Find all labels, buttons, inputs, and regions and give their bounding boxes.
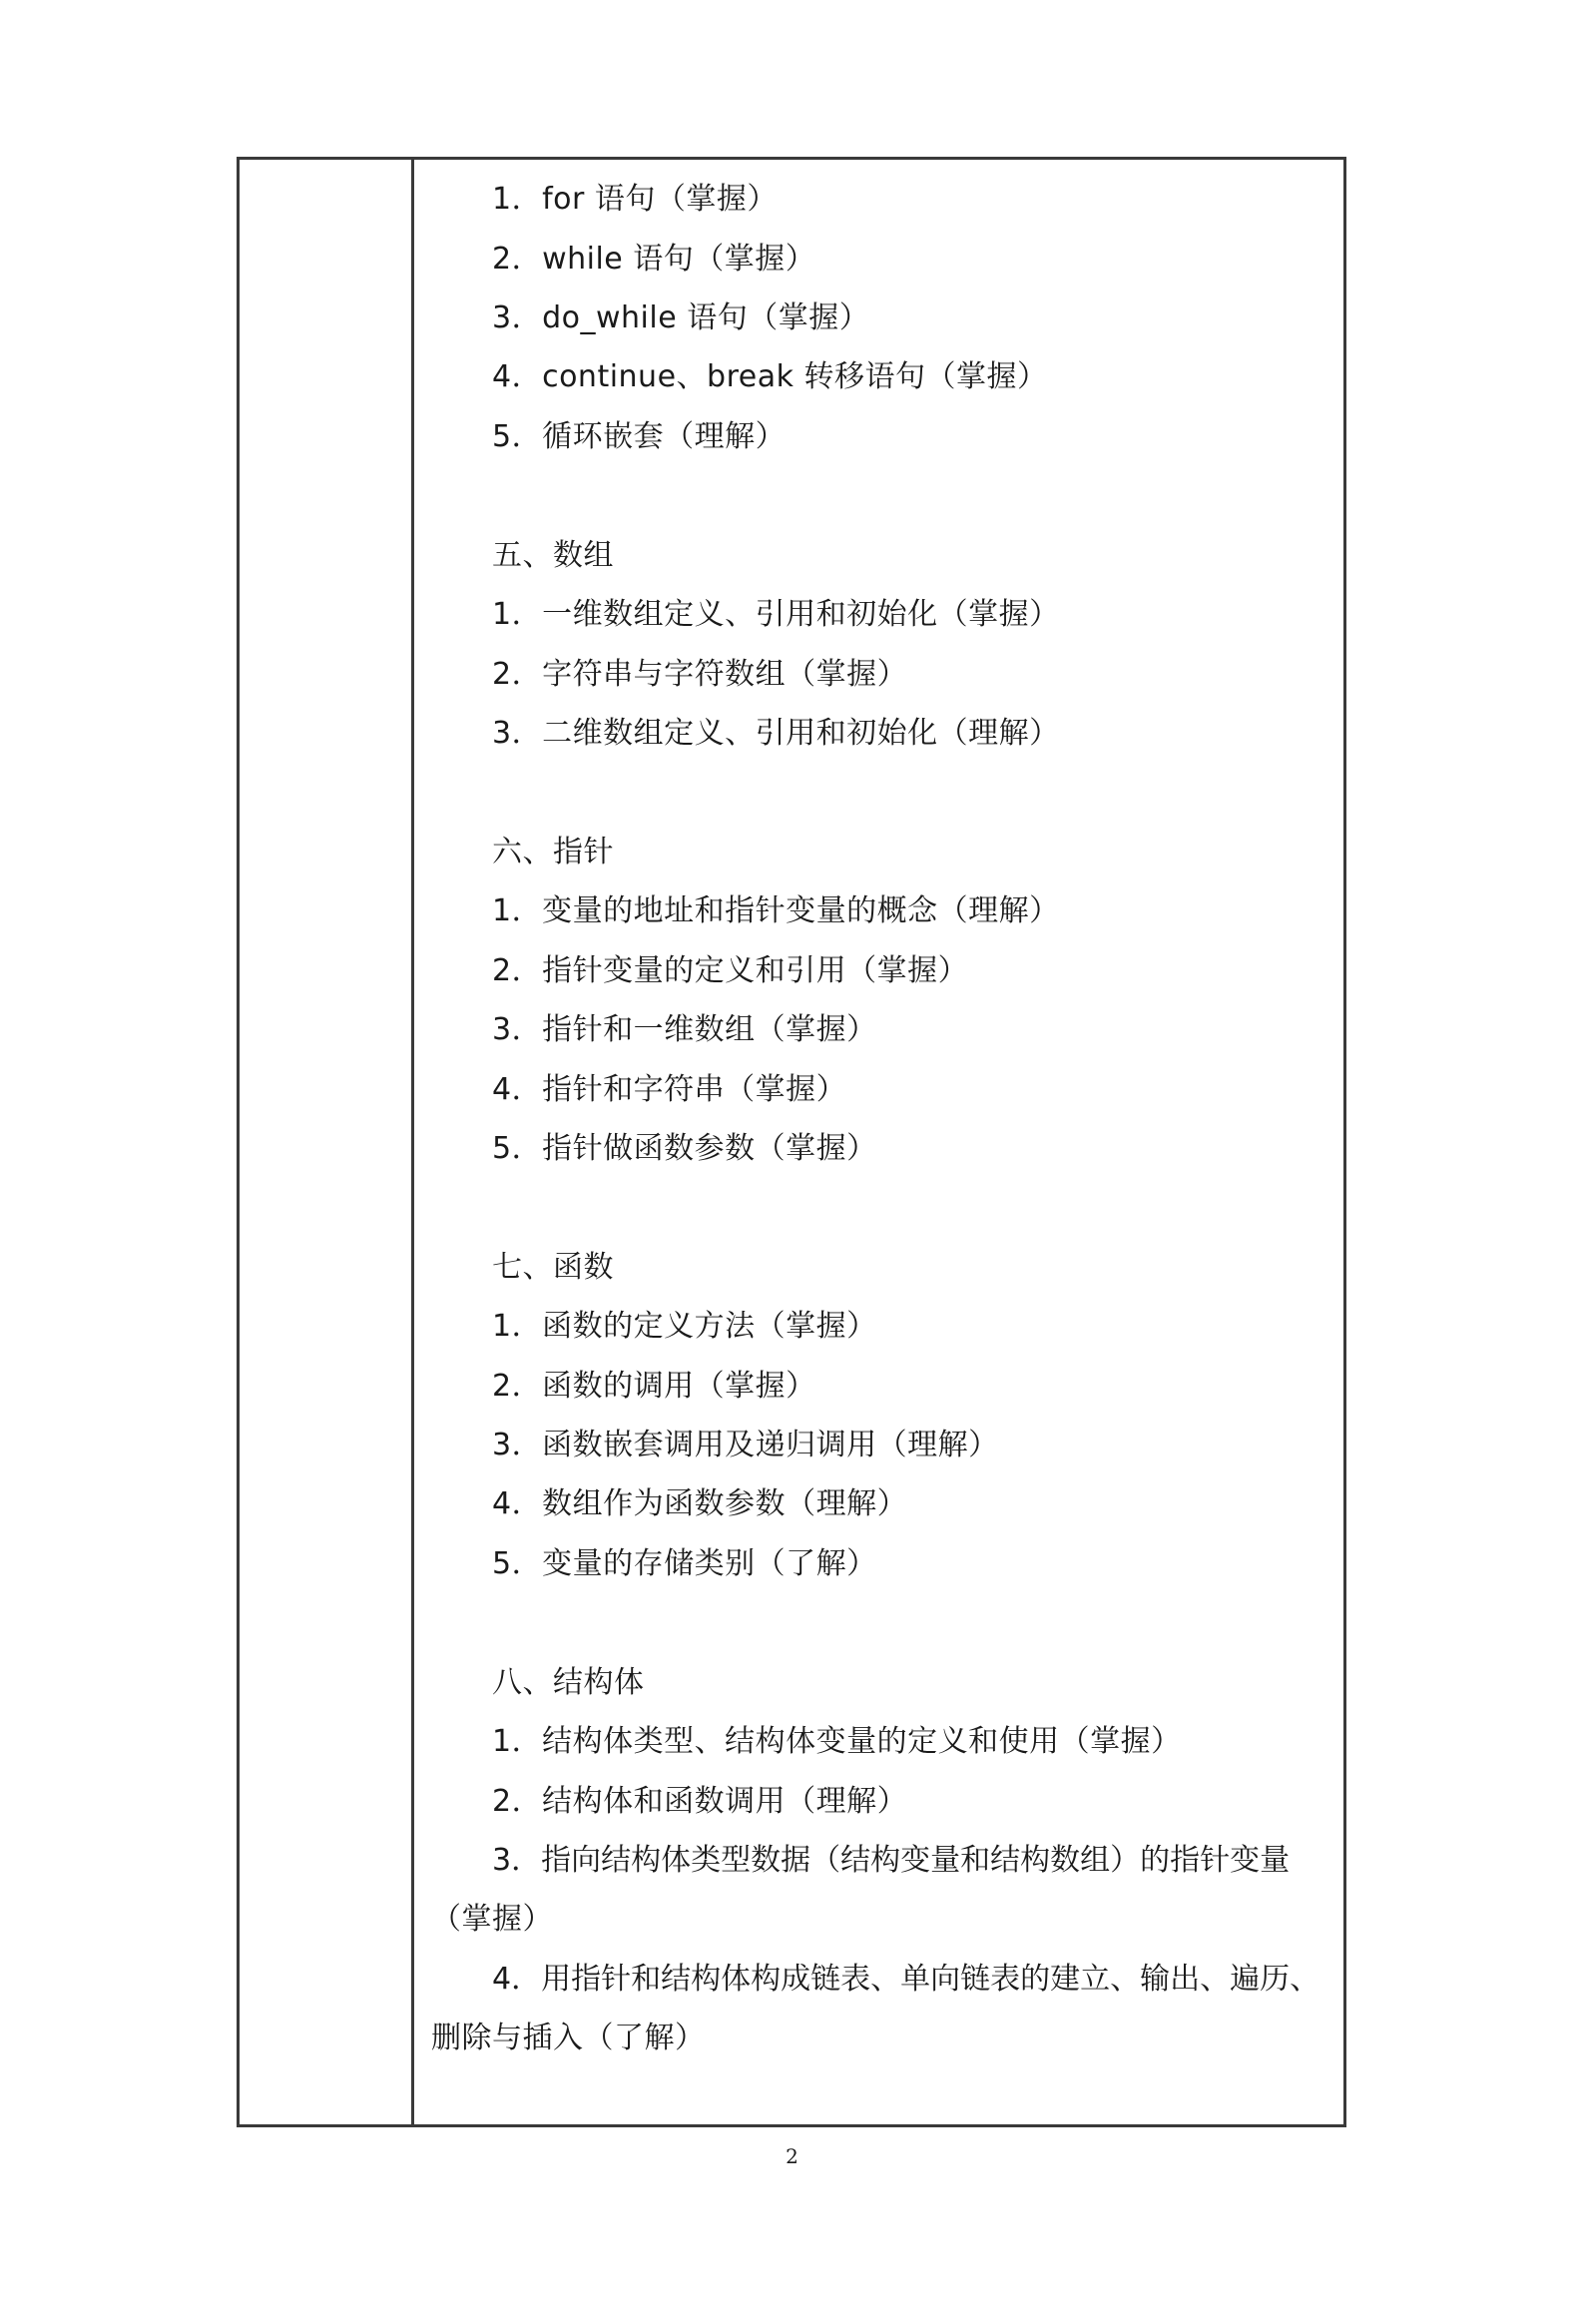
list-item: 4．用指针和结构体构成链表、单向链表的建立、输出、遍历、 — [492, 1962, 1320, 1997]
list-item: 5．指针做函数参数（掌握） — [492, 1131, 877, 1166]
list-item: 5．变量的存储类别（了解） — [492, 1546, 877, 1581]
list-item: 4．continue、break 转移语句（掌握） — [492, 359, 1048, 394]
outline-table — [237, 157, 1346, 2127]
list-item-continuation: （掌握） — [431, 1902, 553, 1937]
list-item: 2．字符串与字符数组（掌握） — [492, 657, 908, 692]
list-item: 2．结构体和函数调用（理解） — [492, 1784, 908, 1819]
list-item-continuation: 删除与插入（了解） — [431, 2021, 706, 2055]
section-heading: 六、指针 — [492, 835, 614, 870]
list-item: 2．指针变量的定义和引用（掌握） — [492, 953, 969, 988]
list-item: 3．函数嵌套调用及递归调用（理解） — [492, 1428, 999, 1462]
list-item: 2．while 语句（掌握） — [492, 242, 816, 277]
content-cell — [417, 160, 1343, 2124]
section-heading: 八、结构体 — [492, 1665, 645, 1700]
list-item: 3．指针和一维数组（掌握） — [492, 1012, 877, 1047]
column-divider — [411, 160, 414, 2124]
list-item: 5．循环嵌套（理解） — [492, 419, 787, 454]
list-item: 1．一维数组定义、引用和初始化（掌握） — [492, 597, 1060, 632]
list-item: 4．数组作为函数参数（理解） — [492, 1486, 908, 1521]
page-number: 2 — [786, 2144, 798, 2168]
section-heading: 五、数组 — [492, 538, 614, 573]
section-heading: 七、函数 — [492, 1250, 614, 1285]
list-item: 3．二维数组定义、引用和初始化（理解） — [492, 716, 1060, 751]
list-item: 1．函数的定义方法（掌握） — [492, 1309, 877, 1344]
list-item: 2．函数的调用（掌握） — [492, 1369, 816, 1404]
list-item: 3．do_while 语句（掌握） — [492, 300, 870, 335]
list-item: 1．for 语句（掌握） — [492, 182, 778, 217]
list-item: 1．变量的地址和指针变量的概念（理解） — [492, 893, 1060, 928]
list-item: 4．指针和字符串（掌握） — [492, 1072, 847, 1107]
list-item: 1．结构体类型、结构体变量的定义和使用（掌握） — [492, 1724, 1182, 1759]
list-item: 3．指向结构体类型数据（结构变量和结构数组）的指针变量 — [492, 1843, 1291, 1878]
